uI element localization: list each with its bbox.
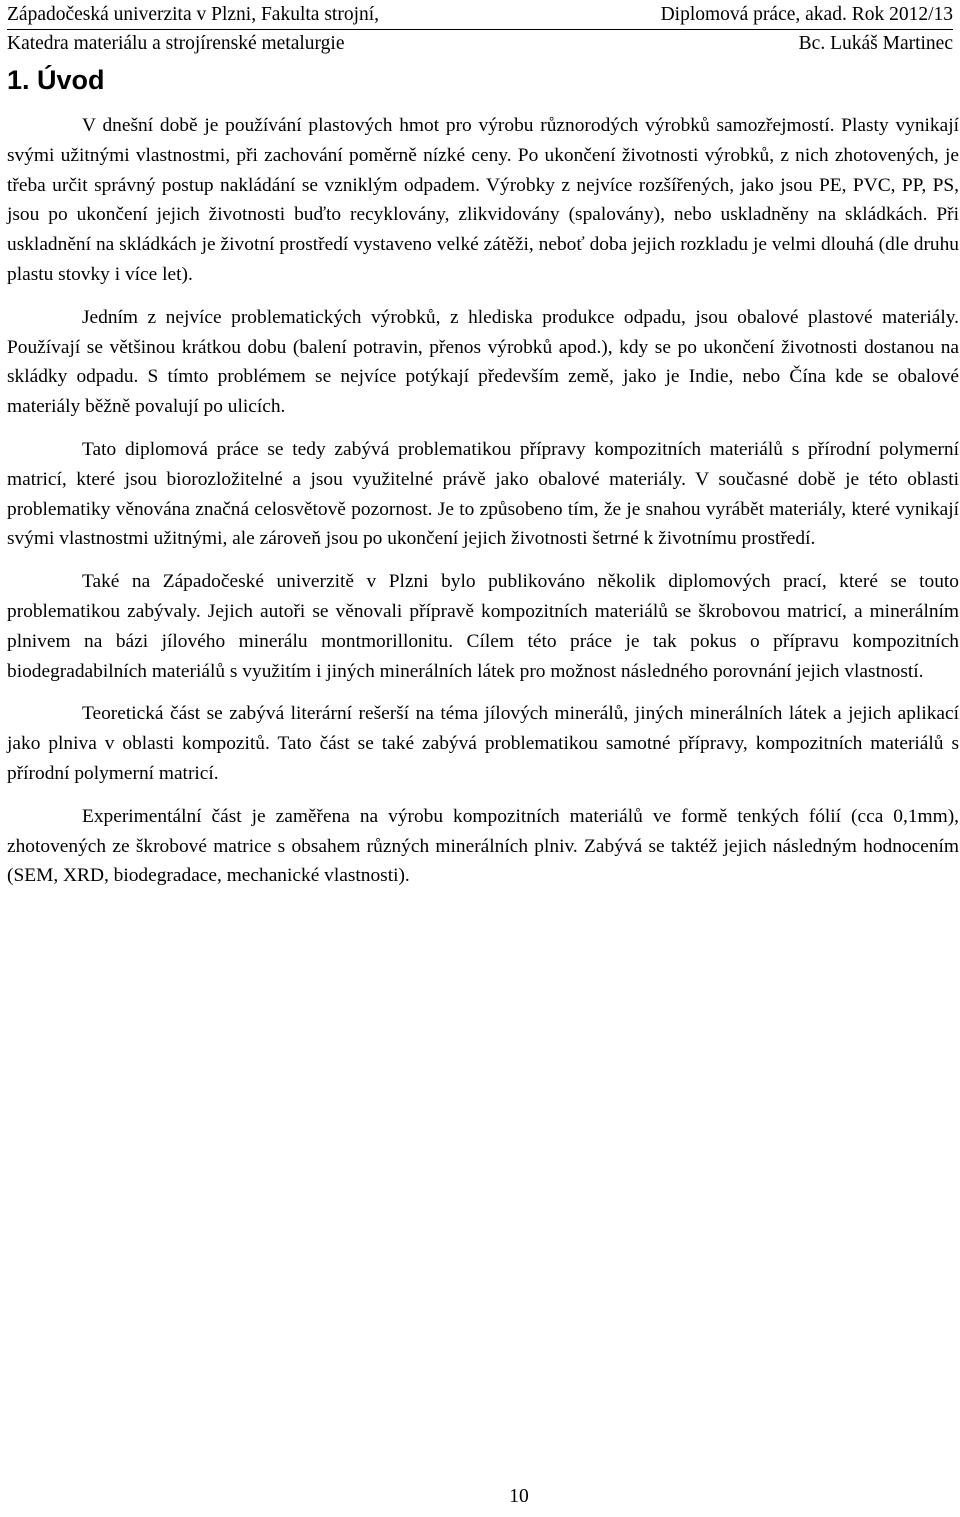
header-author: Bc. Lukáš Martinec [798,33,953,54]
paragraph-5: Teoretická část se zabývá literární rešerší na téma jílových minerálů, jiných minerálních látek a jejich aplikací jako plniva v oblasti kompozitů. Tato část se také zabývá problematikou samotné přípravy, kompozitních materiálů s přírodní polymerní matricí. [7,703,959,784]
page-number: 10 [509,1486,529,1507]
running-header-top [7,1,953,30]
header-thesis-year: Diplomová práce, akad. Rok 2012/13 [660,4,953,25]
paragraph-1: V dnešní době je používání plastových hmot pro výrobu různorodých výrobků samozřejmostí. Plasty vynikají svými užitnými vlastnostmi, při zachování poměrně nízké ceny. Po ukončení životnosti výrobků, z nich zhotovených, je třeba určit správný postup nakládání se vzniklým odpadem. Výrobky z nejvíce rozšířených, jako jsou PE, PVC, PP, PS, jsou po ukončení jejich životnosti buďto recyklovány, zlikvidovány (spalovány), nebo uskladněny na skládkách. Při uskladnění na skládkách je životní prostředí vystaveno velké zátěži, neboť doba jejich rozkladu je velmi dlouhá (dle druhu plastu stovky i více let). [7,115,959,285]
paragraph-3: Tato diplomová práce se tedy zabývá problematikou přípravy kompozitních materiálů s přírodní polymerní matricí, které jsou biorozložitelné a jsou využitelné právě jako obalové materiály. V současné době je této oblasti problematiky věnována značná celosvětově pozornost. Je to způsobeno tím, že je snahou vyrábět materiály, které vynikají svými vlastnostmi užitnými, ale zároveň jsou po ukončení jejich životnosti šetrné k životnímu prostředí. [7,438,959,550]
running-header-bottom [7,30,953,58]
chapter-body [7,111,959,904]
chapter-title: 1. Úvod [7,65,105,95]
paragraph-2: Jedním z nejvíce problematických výrobků, z hlediska produkce odpadu, jsou obalové plastové materiály. Používají se většinou krátkou dobu (balení potravin, přenos výrobků apod.), kdy se po ukončení životnosti dostanou na skládky odpadu. S tímto problémem se nejvíce potýkají především země, jako je Indie, nebo Čína kde se obalové materiály běžně povalují po ulicích. [7,306,959,418]
paragraph-6: Experimentální část je zaměřena na výrobu kompozitních materiálů ve formě tenkých fólií (cca 0,1mm), zhotovených ze škrobové matrice s obsahem různých minerálních plniv. Zabývá se taktéž jejich následným hodnocením (SEM, XRD, biodegradace, mechanické vlastnosti). [7,805,959,887]
header-university: Západočeská univerzita v Plzni, Fakulta strojní, [7,4,380,25]
header-department: Katedra materiálu a strojírenské metalurgie [7,33,345,54]
paragraph-4: Také na Západočeské univerzitě v Plzni bylo publikováno několik diplomových prací, které se touto problematikou zabývaly. Jejich autoři se věnovali přípravě kompozitních materiálů se škrobovou matricí, a minerálním plnivem na bázi jílového minerálu montmorillonitu. Cílem této práce je tak pokus o přípravu kompozitních biodegradabilních materiálů s využitím i jiných minerálních látek pro možnost následného porovnání jejich vlastností. [7,571,959,682]
